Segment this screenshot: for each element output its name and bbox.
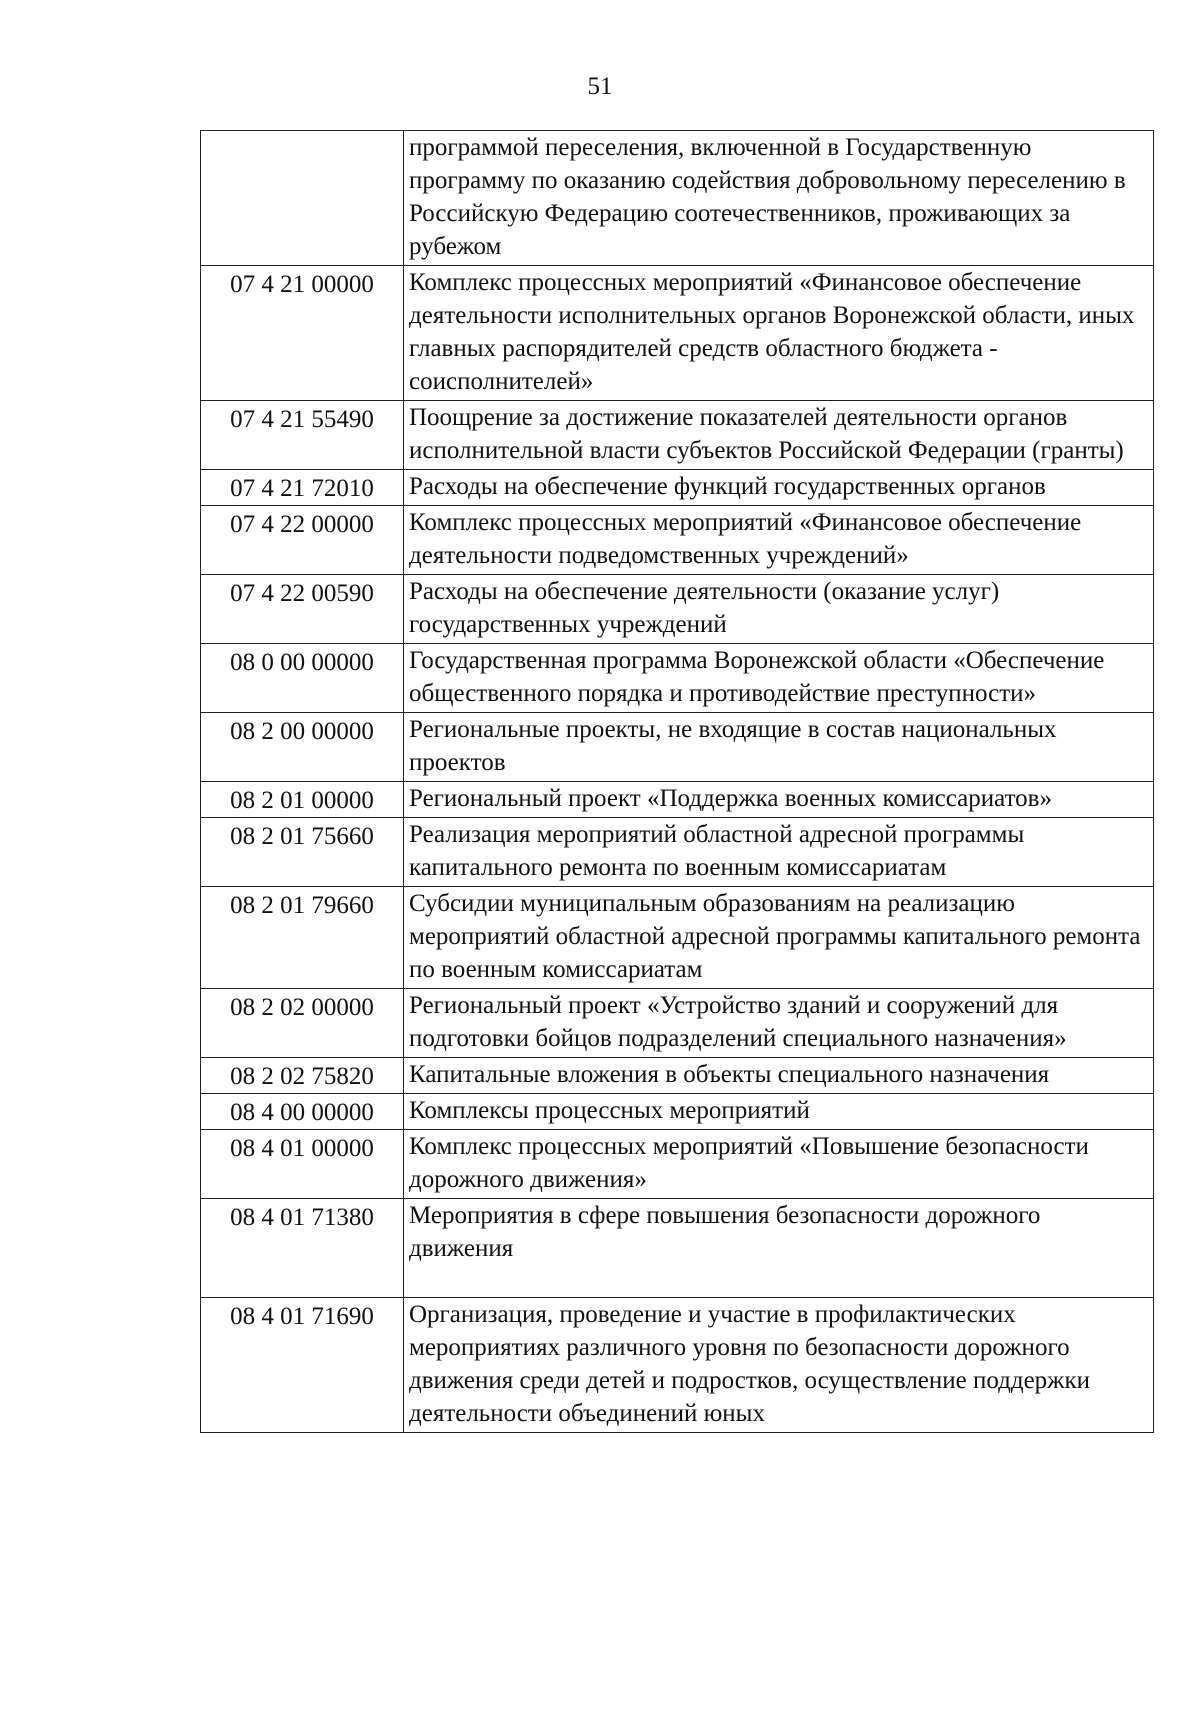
row-code: 08 4 01 00000 bbox=[201, 1130, 404, 1199]
table-row bbox=[201, 401, 1154, 470]
row-description: Комплекс процессных мероприятий «Повышение безопасности дорожного движения» bbox=[404, 1130, 1154, 1199]
row-code: 07 4 21 55490 bbox=[201, 401, 404, 470]
row-code: 07 4 21 72010 bbox=[201, 470, 404, 506]
table-row bbox=[201, 470, 1154, 506]
row-description: Расходы на обеспечение функций государственных органов bbox=[404, 470, 1154, 506]
table-row bbox=[201, 1130, 1154, 1199]
row-description: Поощрение за достижение показателей деятельности органов исполнительной власти субъектов Российской Федерации (гранты) bbox=[404, 401, 1154, 470]
row-code: 07 4 21 00000 bbox=[201, 266, 404, 401]
table-row bbox=[201, 1094, 1154, 1130]
row-description: Комплекс процессных мероприятий «Финансовое обеспечение деятельности подведомственных учреждений» bbox=[404, 506, 1154, 575]
page-number: 51 bbox=[587, 73, 613, 100]
row-code: 08 4 00 00000 bbox=[201, 1094, 404, 1130]
row-code: 08 2 01 00000 bbox=[201, 782, 404, 818]
row-description: Организация, проведение и участие в профилактических мероприятиях различного уровня по безопасности дорожного движения среди детей и подростков, осуществление поддержки деятельности объединений юных bbox=[404, 1298, 1154, 1433]
row-code: 07 4 22 00590 bbox=[201, 575, 404, 644]
table-row bbox=[201, 818, 1154, 887]
row-code: 08 2 01 75660 bbox=[201, 818, 404, 887]
table-row bbox=[201, 1058, 1154, 1094]
row-code: 08 4 01 71690 bbox=[201, 1298, 404, 1433]
row-code: 07 4 22 00000 bbox=[201, 506, 404, 575]
row-description: Капитальные вложения в объекты специального назначения bbox=[404, 1058, 1154, 1094]
table-row bbox=[201, 1199, 1154, 1298]
row-description: Мероприятия в сфере повышения безопасности дорожного движения bbox=[404, 1199, 1154, 1298]
table-row bbox=[201, 266, 1154, 401]
row-description: Комплексы процессных мероприятий bbox=[404, 1094, 1154, 1130]
table-row bbox=[201, 782, 1154, 818]
table-row bbox=[201, 989, 1154, 1058]
row-code: 08 0 00 00000 bbox=[201, 644, 404, 713]
row-code: 08 2 02 75820 bbox=[201, 1058, 404, 1094]
table-row bbox=[201, 575, 1154, 644]
row-description: Государственная программа Воронежской области «Обеспечение общественного порядка и противодействие преступности» bbox=[404, 644, 1154, 713]
row-description: Субсидии муниципальным образованиям на реализацию мероприятий областной адресной программы капитального ремонта по военным комиссариатам bbox=[404, 887, 1154, 989]
table-row bbox=[201, 887, 1154, 989]
row-description: Расходы на обеспечение деятельности (оказание услуг) государственных учреждений bbox=[404, 575, 1154, 644]
row-code: 08 2 01 79660 bbox=[201, 887, 404, 989]
row-code: 08 4 01 71380 bbox=[201, 1199, 404, 1298]
row-description: Реализация мероприятий областной адресной программы капитального ремонта по военным комиссариатам bbox=[404, 818, 1154, 887]
row-code bbox=[201, 131, 404, 266]
table-row bbox=[201, 644, 1154, 713]
table-row bbox=[201, 131, 1154, 266]
table-row bbox=[201, 506, 1154, 575]
budget-classification-table bbox=[200, 130, 1154, 1433]
table-row bbox=[201, 1298, 1154, 1433]
row-description: Региональный проект «Устройство зданий и сооружений для подготовки бойцов подразделений специального назначения» bbox=[404, 989, 1154, 1058]
row-description: Комплекс процессных мероприятий «Финансовое обеспечение деятельности исполнительных органов Воронежской области, иных главных распорядителей средств областного бюджета - соисполнителей» bbox=[404, 266, 1154, 401]
row-code: 08 2 00 00000 bbox=[201, 713, 404, 782]
row-description: Региональный проект «Поддержка военных комиссариатов» bbox=[404, 782, 1154, 818]
row-description: программой переселения, включенной в Государственную программу по оказанию содействия добровольному переселению в Российскую Федерацию соотечественников, проживающих за рубежом bbox=[404, 131, 1154, 266]
row-code: 08 2 02 00000 bbox=[201, 989, 404, 1058]
table-row bbox=[201, 713, 1154, 782]
row-description: Региональные проекты, не входящие в состав национальных проектов bbox=[404, 713, 1154, 782]
